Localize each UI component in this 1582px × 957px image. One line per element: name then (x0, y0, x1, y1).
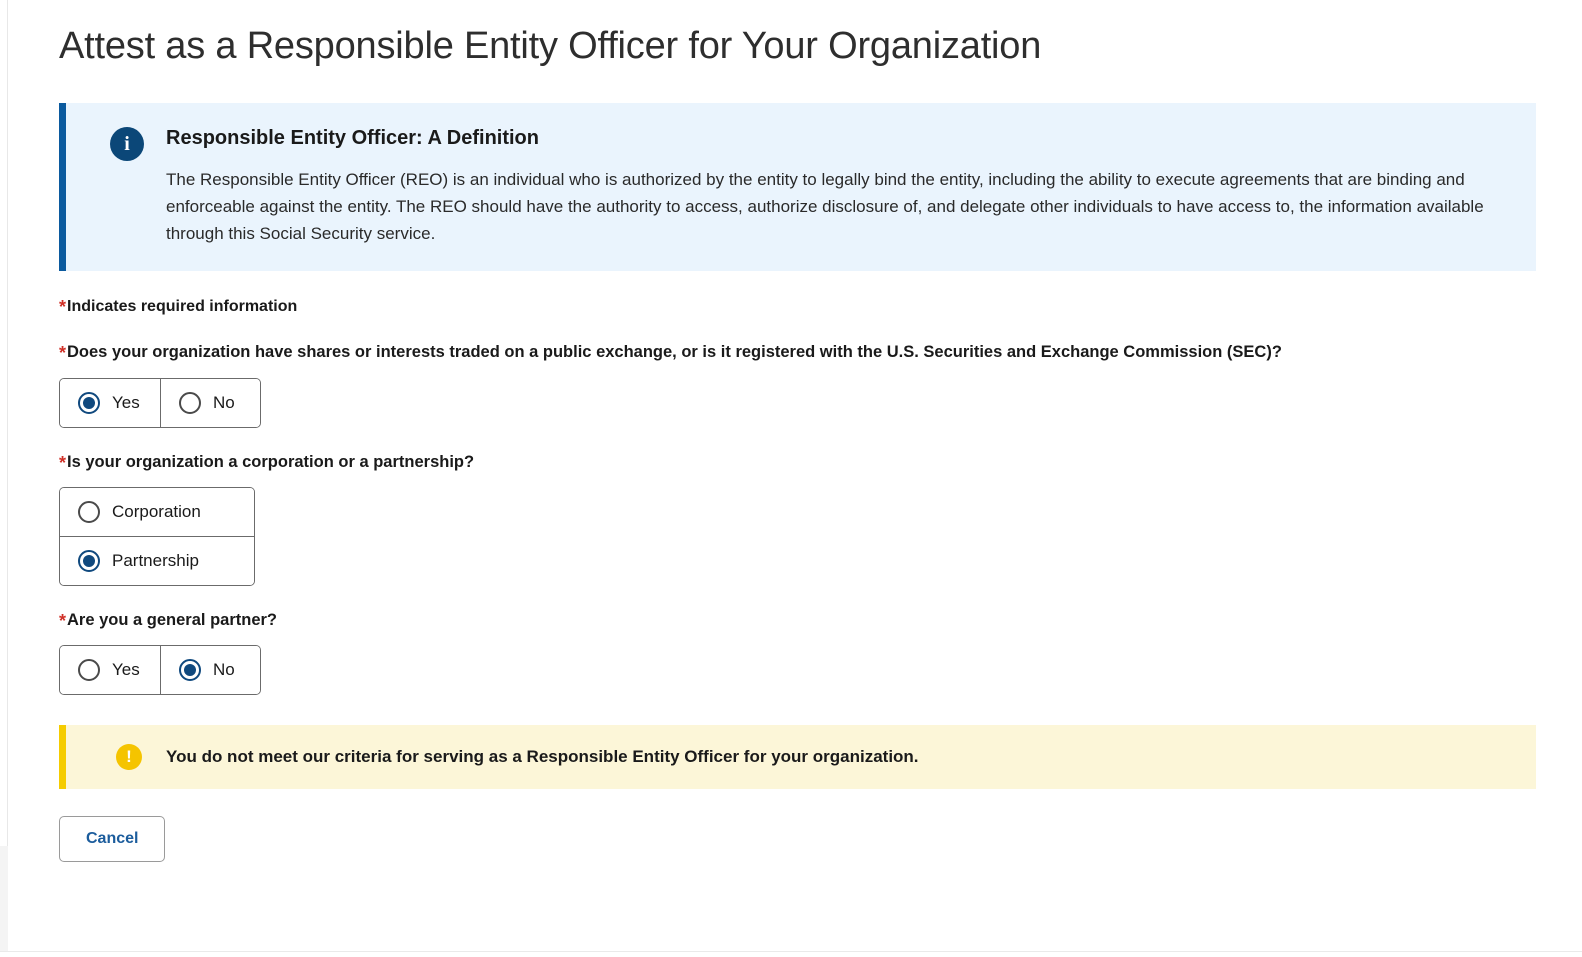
warning-icon: ! (116, 744, 142, 770)
question-text: Is your organization a corporation or a partnership? (67, 452, 475, 471)
left-edge-strip (0, 0, 8, 846)
radio-group-general-partner[interactable] (59, 645, 261, 695)
page-title: Attest as a Responsible Entity Officer for Your Organization (59, 25, 1042, 67)
left-edge-strip-bottom (0, 846, 8, 957)
radio-option-general-partner-no[interactable] (160, 646, 260, 694)
cancel-button[interactable]: Cancel (59, 816, 165, 862)
info-callout-title: Responsible Entity Officer: A Definition (166, 126, 539, 149)
radio-option-corporation[interactable] (60, 488, 254, 536)
question-general-partner (59, 610, 1539, 695)
radio-option-label: Corporation (112, 501, 201, 521)
question-public-exchange (59, 342, 1539, 427)
radio-option-label: No (213, 660, 235, 680)
radio-dot-icon[interactable] (78, 659, 100, 681)
radio-option-label: Yes (112, 660, 140, 680)
required-note-text: Indicates required information (67, 298, 298, 316)
question-text: Does your organization have shares or interests traded on a public exchange, or is it registered with the U.S. Securities and Exchange Commission (SEC)? (67, 343, 1282, 362)
radio-option-public-exchange-no[interactable] (160, 379, 260, 427)
radio-option-label: Yes (112, 392, 140, 412)
radio-dot-icon[interactable] (78, 501, 100, 523)
radio-option-label: No (213, 392, 235, 412)
question-corporation-partnership (59, 452, 1539, 586)
question-corporation-partnership-label (59, 452, 1539, 475)
info-icon: i (110, 127, 144, 161)
radio-dot-icon[interactable] (179, 392, 201, 414)
question-text: Are you a general partner? (67, 610, 277, 629)
radio-dot-icon[interactable] (78, 550, 100, 572)
radio-option-partnership[interactable] (60, 536, 254, 585)
info-callout-body (166, 123, 1512, 248)
radio-group-corporation-partnership[interactable] (59, 487, 255, 586)
required-marker-icon: * (59, 343, 67, 364)
question-public-exchange-label (59, 342, 1539, 365)
warning-callout-text: You do not meet our criteria for serving as a Responsible Entity Officer for your organization. (166, 747, 919, 767)
info-callout-text: The Responsible Entity Officer (REO) is an individual who is authorized by the entity to legally bind the entity, including the ability to execute agreements that are binding and enforceable against the entity. The REO should have the authority to access, authorize disclosure of, and delegate other individuals to have access to, the information available through this Social Security service. (166, 169, 1484, 243)
required-information-note (59, 297, 1539, 318)
main-content (59, 0, 1539, 862)
radio-dot-icon[interactable] (179, 659, 201, 681)
radio-option-label: Partnership (112, 550, 199, 570)
radio-option-public-exchange-yes[interactable] (60, 379, 160, 427)
required-marker-icon: * (59, 297, 67, 318)
radio-group-public-exchange[interactable] (59, 378, 261, 428)
radio-option-general-partner-yes[interactable] (60, 646, 160, 694)
radio-dot-icon[interactable] (78, 392, 100, 414)
bottom-divider (0, 951, 1582, 957)
required-marker-icon: * (59, 452, 67, 473)
required-marker-icon: * (59, 610, 67, 631)
info-callout (59, 103, 1536, 272)
warning-callout (59, 725, 1536, 789)
question-general-partner-label (59, 610, 1539, 633)
